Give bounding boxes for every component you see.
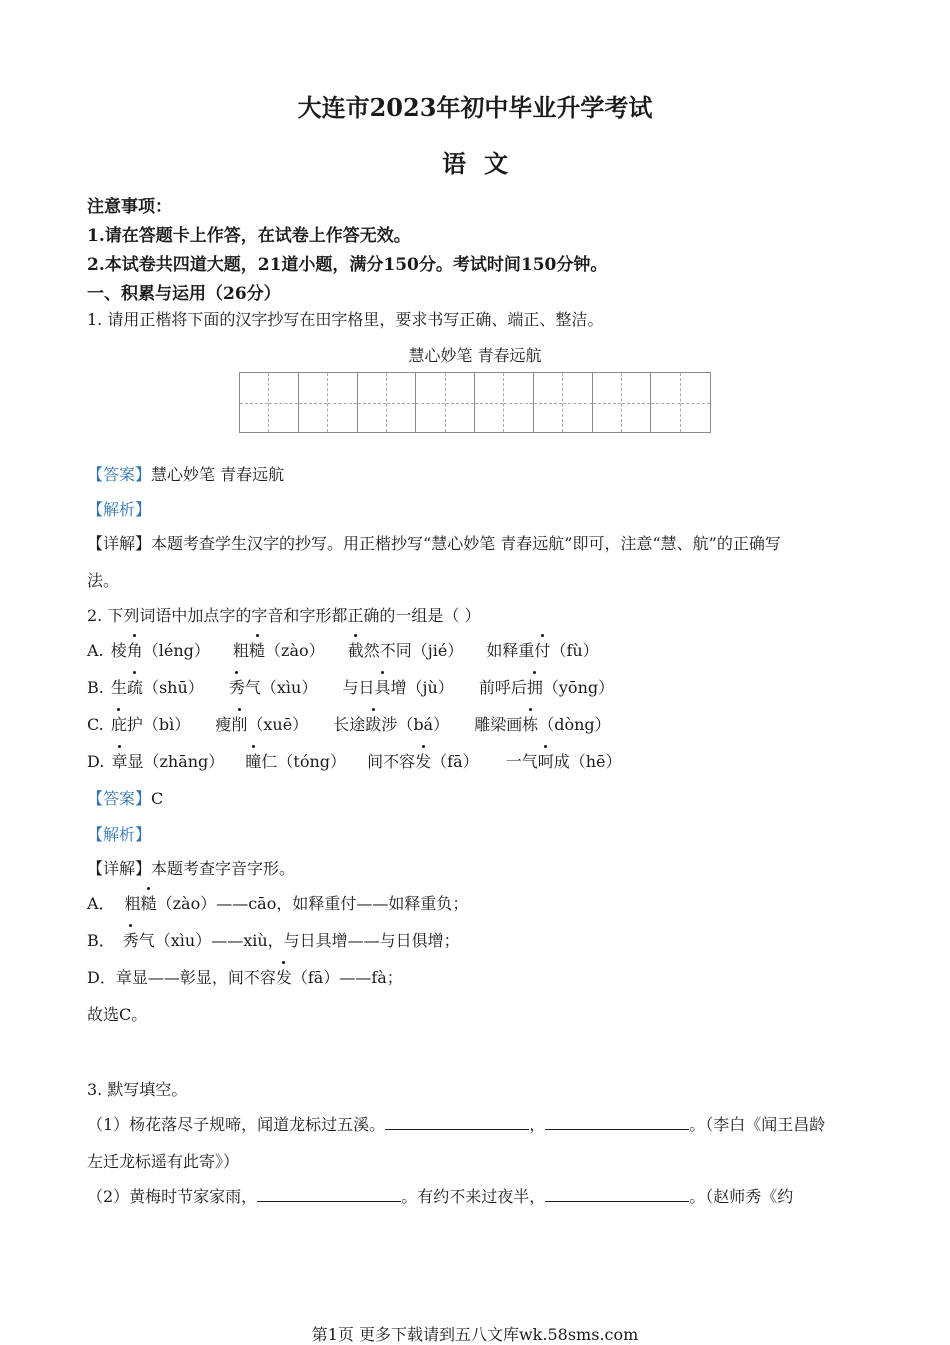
detail-tag: 【详解】	[87, 534, 152, 553]
q2-detail-b: B． 秀气（xìu）——xiù，与日具增——与日俱增；	[87, 928, 460, 951]
q2-conclusion: 故选C。	[87, 1005, 148, 1024]
q1-detail	[87, 531, 781, 554]
q3-part-1-cont: 左迁龙标遥有此寄》）	[87, 1152, 240, 1171]
grid-cell	[358, 373, 387, 432]
exam-subject: 语文	[442, 149, 526, 178]
section-heading: 一、积累与运用（26分）	[87, 284, 281, 304]
q1-phrase: 慧心妙笔 青春远航	[408, 346, 542, 365]
option-item: 与日具增（jù）	[342, 678, 453, 697]
answer-tag: 【答案】	[87, 465, 152, 484]
option-item: 章显（zhāng）	[111, 752, 224, 771]
notice-heading: 注意事项：	[87, 197, 172, 217]
q1-detail-cont: 法。	[87, 571, 120, 590]
grid-cell	[593, 373, 622, 432]
grid-cell	[446, 373, 475, 432]
grid-cell	[269, 373, 298, 432]
option-item: 瞳仁（tóng）	[245, 752, 346, 771]
answer-text: C	[151, 789, 164, 808]
detail-text: 本题考查学生汉字的抄写。用正楷抄写“慧心妙笔 青春远航”即可，注意“慧、航”的正确写	[151, 534, 781, 553]
q3-stem: 3. 默写填空。	[87, 1080, 188, 1099]
q1-analysis-tag: 【解析】	[87, 500, 152, 519]
notice-item-1: 1.请在答题卡上作答，在试卷上作答无效。	[87, 226, 411, 246]
q2-stem: 2. 下列词语中加点字的字音和字形都正确的一组是（ ）	[87, 606, 481, 625]
option-item: 粗糙（zào）	[233, 641, 325, 660]
option-item: 如释重付（fù）	[486, 641, 598, 660]
q2-option-d	[87, 749, 622, 772]
q2-answer	[87, 786, 163, 809]
grid-cell	[681, 373, 710, 432]
grid-cell	[504, 373, 533, 432]
q2-option-c	[87, 712, 611, 735]
detail-text: 本题考查字音字形。	[151, 859, 296, 878]
grid-cell	[651, 373, 680, 432]
option-item: 间不容发（fā）	[367, 752, 479, 771]
grid-cell	[416, 373, 445, 432]
answer-tag: 【答案】	[87, 789, 152, 808]
option-item: 截然不同（jié）	[348, 641, 464, 660]
option-item: 前呼后拥（yōng）	[479, 678, 614, 697]
option-item: 秀气（xìu）	[229, 678, 317, 697]
option-item: 一气呵成（hē）	[506, 752, 622, 771]
option-item: 长途跋涉（bá）	[333, 715, 449, 734]
grid-cell	[534, 373, 563, 432]
grid-cell	[299, 373, 328, 432]
blank-field[interactable]	[545, 1115, 689, 1130]
option-item: 生疏（shū）	[111, 678, 204, 697]
q2-analysis-tag: 【解析】	[87, 825, 152, 844]
option-label: C.	[87, 715, 104, 734]
q3-part-2: （2）黄梅时节家家雨， 。有约不来过夜半， 。（赵师秀《约	[87, 1187, 794, 1206]
option-label: D.	[87, 752, 105, 771]
blank-field[interactable]	[257, 1187, 401, 1202]
grid-cell	[475, 373, 504, 432]
tianzige-grid	[239, 372, 711, 433]
q2-detail	[87, 856, 295, 879]
q1-stem: 1. 请用正楷将下面的汉字抄写在田字格里，要求书写正确、端正、整洁。	[87, 310, 604, 329]
option-item: 雕梁画栋（dòng）	[474, 715, 610, 734]
option-item: 瘦削（xuē）	[215, 715, 308, 734]
grid-cell	[328, 373, 357, 432]
option-label: B.	[87, 678, 104, 697]
grid-cell	[622, 373, 651, 432]
q3-part-1: （1）杨花落尽子规啼，闻道龙标过五溪。 ， 。（李白《闻王昌龄	[87, 1115, 826, 1134]
blank-field[interactable]	[545, 1187, 689, 1202]
option-item: 庇护（bì）	[111, 715, 190, 734]
q2-detail-a: A． 粗糙（zào）——cāo，如释重付——如释重负；	[87, 891, 468, 914]
grid-cell	[240, 373, 269, 432]
q1-answer	[87, 462, 284, 485]
exam-title: 大连市2023年初中毕业升学考试	[297, 93, 653, 122]
q2-detail-d: D．章显——彰显，间不容发（fā）——fà；	[87, 965, 403, 988]
notice-item-2: 2.本试卷共四道大题，21道小题，满分150分。考试时间150分钟。	[87, 255, 608, 275]
q2-option-a	[87, 638, 599, 661]
blank-field[interactable]	[385, 1115, 529, 1130]
q2-option-b	[87, 675, 614, 698]
page-footer: 第1页 更多下载请到五八文库wk.58sms.com	[311, 1325, 639, 1344]
option-item: 棱角（léng）	[111, 641, 210, 660]
option-label: A.	[87, 641, 104, 660]
answer-text: 慧心妙笔 青春远航	[151, 465, 285, 484]
grid-cell	[563, 373, 592, 432]
detail-tag: 【详解】	[87, 859, 152, 878]
grid-cell	[387, 373, 416, 432]
